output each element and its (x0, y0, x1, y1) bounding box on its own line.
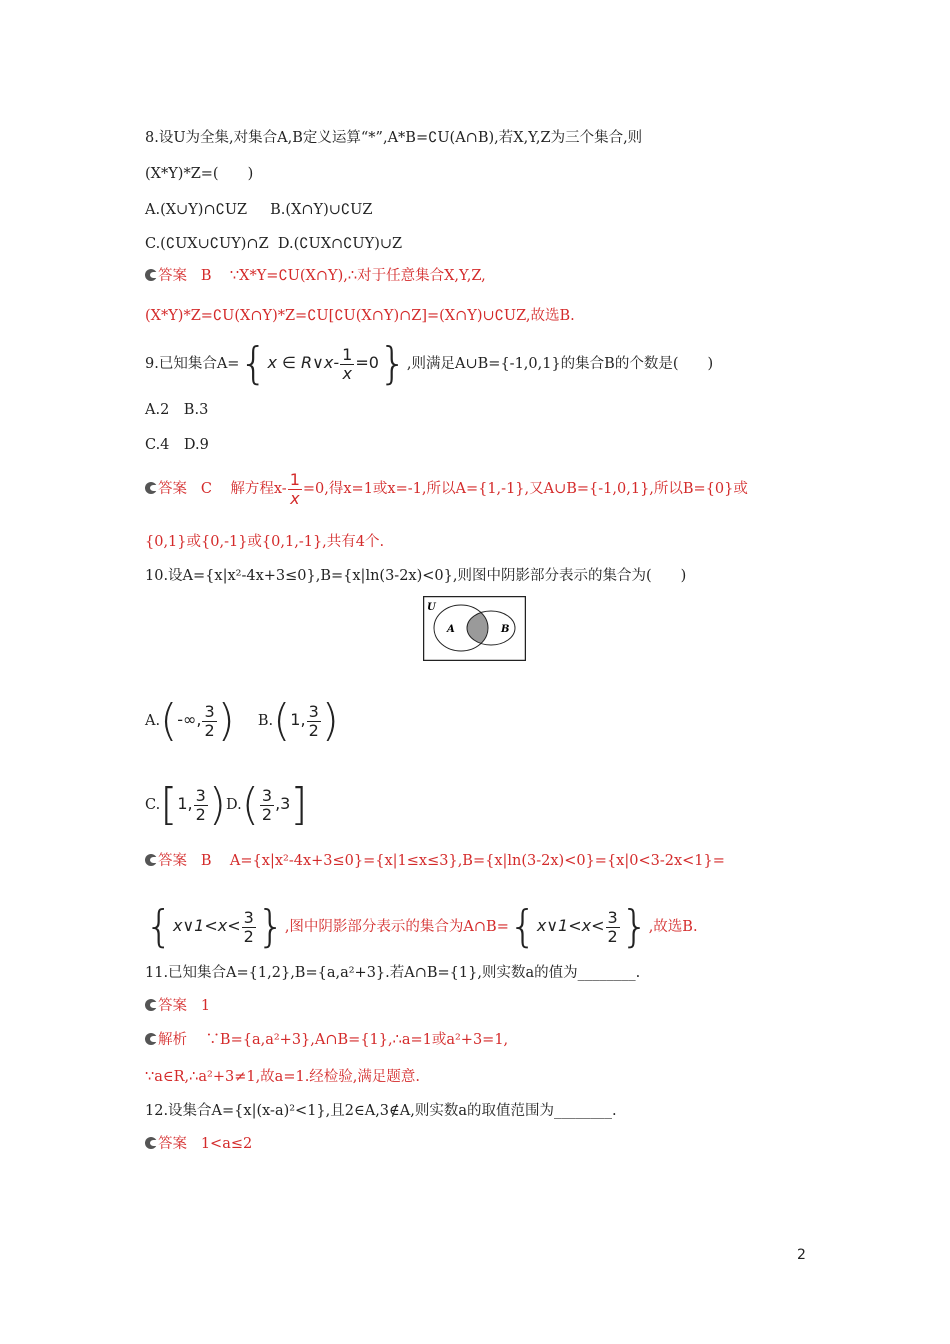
q9-set-expr: x ∈ R∨x- (267, 353, 340, 372)
q9-options-cd: C.4 D.9 (145, 437, 209, 453)
q10-option-b-frac: $\frac{3}{2}$ (308, 701, 319, 740)
q12-answer: 1<a≤2 (200, 1136, 253, 1152)
q11-analysis-line (145, 1030, 508, 1050)
q9-expl-post: =0,得x=1或x=-1,所以A={1,-1},又A∪B={-1,0,1},所以B={0}或 (302, 481, 748, 497)
left-brace: { (239, 338, 268, 389)
q10-explanation-1: A={x|x²-4x+3≤0}={x|1≤x≤3},B={x|ln(3-2x)<0}={x|0<3-2x<1}= (229, 853, 725, 869)
q10-option-a-left: -∞, (177, 710, 202, 729)
venn-label-u: U (427, 602, 436, 613)
q10-answer-label: 答案 (158, 853, 187, 869)
q9-explanation-2: {0,1}或{0,-1}或{0,1,-1},共有4个. (145, 534, 385, 550)
q9-options-ab: A.2 B.3 (145, 402, 209, 418)
q8-option-d: D.(∁UX∩∁UY)∪Z (277, 236, 403, 252)
q9-stem (145, 338, 714, 389)
q8-answer-label: 答案 (158, 268, 187, 284)
q8-option-b: B.(X∩Y)∪∁UZ (270, 202, 373, 218)
q8-option-c: C.(∁UX∪∁UY)∩Z (145, 236, 269, 252)
q10-option-c-frac: $\frac{3}{2}$ (195, 785, 206, 824)
q11-analysis-label: 解析 (158, 1032, 187, 1048)
venn-diagram (423, 596, 526, 661)
q10-option-d-right: ,3 (275, 794, 291, 813)
q10-explanation-2: {x∨1<x< $\frac{3}{2}$ },图中阴影部分表示的集合为A∩B={x∨1<x< $\frac{3}{2}$ },故选B. (145, 901, 698, 952)
q9-fraction: $\frac{1}{x}$ (342, 344, 353, 383)
q8-answer: B (200, 268, 212, 284)
answer-badge-icon (145, 999, 157, 1011)
q11-answer-line (145, 996, 210, 1016)
q11-answer-label: 答案 (158, 998, 187, 1014)
q10-set-expr-2: x∨1<x< (536, 916, 605, 935)
q8-stem-cont: (X*Y)*Z=( ) (145, 166, 254, 182)
q12-answer-line (145, 1134, 252, 1154)
q9-set-eq: =0 (355, 353, 379, 372)
q10-option-b-left: 1, (290, 710, 306, 729)
q10-option-a-label: A. (145, 713, 161, 729)
q8-stem: 8.设U为全集,对集合A,B定义运算“*”,A*B=∁U(A∩B),若X,Y,Z为三个集合,则 (145, 130, 643, 146)
q10-option-d-label: D. (225, 797, 242, 813)
q10-option-c-left: 1, (177, 794, 193, 813)
q10-set-expr: x∨1<x< (173, 916, 241, 935)
q8-options-ab (145, 200, 372, 220)
q8-option-a: A.(X∪Y)∩∁UZ (145, 202, 248, 218)
answer-badge-icon (145, 1137, 157, 1149)
right-brace: } (378, 338, 407, 389)
venn-label-b: B (501, 624, 510, 635)
q11-explanation-2: ∵a∈R,∴a²+3≠1,故a=1.经检验,满足题意. (145, 1069, 421, 1085)
q10-options-ab: A.(-∞, $\frac{3}{2}$ ) B.(1, $\frac{3}{2}$ ) (145, 695, 339, 746)
q10-option-b-label: B. (257, 713, 274, 729)
q9-expl-pre: 解方程x- (230, 481, 287, 497)
page-number: 2 (797, 1247, 806, 1263)
q10-option-c-label: C. (145, 797, 161, 813)
q10-answer: B (200, 853, 212, 869)
q8-explanation-1: ∵X*Y=∁U(X∩Y),∴对于任意集合X,Y,Z, (229, 268, 486, 284)
q8-answer-line (145, 266, 486, 286)
q12-stem: 12.设集合A={x|(x-a)²<1},且2∈A,3∉A,则实数a的取值范围为________. (145, 1103, 617, 1119)
q11-explanation-1: ∵B={a,a²+3},A∩B={1},∴a=1或a²+3=1, (205, 1032, 509, 1048)
q9-answer: C (200, 481, 212, 497)
venn-label-a: A (447, 624, 455, 635)
q10-expl-mid: ,图中阴影部分表示的集合为A∩B= (284, 919, 509, 935)
answer-badge-icon (145, 269, 157, 281)
q9-answer-label: 答案 (158, 481, 187, 497)
q10-set-frac-2: $\frac{3}{2}$ (607, 907, 618, 946)
answer-badge-icon (145, 482, 157, 494)
analysis-badge-icon (145, 1033, 157, 1045)
answer-badge-icon (145, 854, 157, 866)
q9-stem-post: ,则满足A∪B={-1,0,1}的集合B的个数是( ) (406, 356, 714, 372)
q10-option-d-frac: $\frac{3}{2}$ (261, 785, 273, 824)
q10-expl-end: ,故选B. (648, 919, 698, 935)
q9-expl-fraction: $\frac{1}{x}$ (289, 469, 300, 508)
q12-answer-label: 答案 (158, 1136, 187, 1152)
q8-explanation-2: (X*Y)*Z=∁U(X∩Y)*Z=∁U[∁U(X∩Y)∩Z]=(X∩Y)∪∁UZ,故选B. (145, 308, 575, 324)
q10-option-a-frac: $\frac{3}{2}$ (204, 701, 215, 740)
q9-stem-pre: 9.已知集合A= (145, 356, 240, 372)
q10-stem: 10.设A={x|x²-4x+3≤0},B={x|ln(3-2x)<0},则图中阴影部分表示的集合为( ) (145, 568, 687, 584)
q10-answer-line (145, 851, 725, 871)
q10-set-frac: $\frac{3}{2}$ (243, 907, 254, 946)
q11-answer: 1 (200, 998, 211, 1014)
q8-options-cd (145, 234, 402, 254)
q10-options-cd: C.[1, $\frac{3}{2}$ )D.( $\frac{3}{2}$ ,3] (145, 779, 308, 830)
q11-stem: 11.已知集合A={1,2},B={a,a²+3}.若A∩B={1},则实数a的值为________. (145, 965, 641, 981)
q9-answer-line (145, 466, 748, 512)
